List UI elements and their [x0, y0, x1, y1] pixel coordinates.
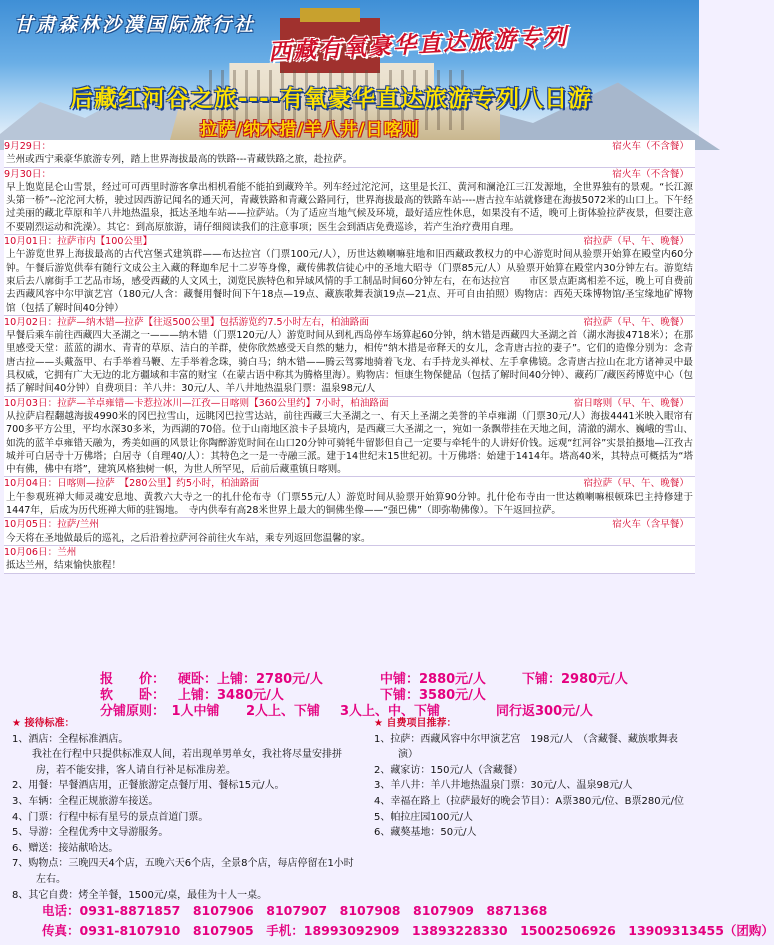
day-heading: 9月30日：: [4, 168, 52, 180]
list-item: 6、赠送：接站献哈达。: [12, 842, 119, 854]
itinerary: [4, 140, 695, 574]
tour-title: 后藏红河谷之旅----有氧豪华直达旅游专列八日游: [70, 86, 593, 112]
day-heading: 9月29日：: [4, 141, 52, 152]
list-item: 4、门票：行程中标有星号的景点首道门票。: [12, 811, 209, 823]
berth-rule-single: 分铺原则： 1人中铺: [100, 704, 220, 719]
soft-sleeper-upper-price: 上铺：3480元/人: [178, 688, 284, 703]
day-block: [4, 477, 695, 518]
day-description: 抵达兰州，结束愉快旅程！: [6, 560, 122, 572]
info-section: [12, 716, 692, 901]
day-heading: 10月01日：拉萨市内【100公里】: [4, 236, 153, 248]
hard-sleeper-middle-price: 中铺：2880元/人: [380, 672, 486, 687]
reception-standards: [12, 716, 357, 903]
day-block: [4, 518, 695, 546]
list-item: 7、购物点：三晚四天4个店，五晚六天6个店，全景8个店，每店停留在1小时左右。: [12, 858, 354, 885]
section-title: ★ 接待标准：: [12, 718, 75, 729]
berth-rule-two: 2人上、下铺: [246, 704, 321, 719]
palace-gold-roof: [300, 8, 360, 22]
return-discount: 同行返300元/人: [496, 704, 593, 719]
route-subtitle: 拉萨/纳木措/羊八井/日喀则: [200, 120, 420, 140]
section-title: ★ 自费项目推荐：: [374, 718, 457, 729]
optional-items: [374, 716, 692, 841]
soft-sleeper-lower-price: 下铺：3580元/人: [380, 688, 486, 703]
day-block: [4, 235, 695, 316]
list-item: 我社在行程中只提供标准双人间，若出现单男单女，我社将尽量安排拼房，若不能安排，客人请自行补足标准房差。: [12, 749, 342, 776]
day-accommodation: 宿火车（不含餐）: [612, 141, 689, 152]
list-item: 1、酒店：全程标准酒店。: [12, 733, 129, 745]
day-accommodation: 宿拉萨（早、午、晚餐）: [583, 478, 689, 490]
day-accommodation: 宿日喀则（早、午、晚餐）: [573, 397, 689, 409]
day-heading: 10月04日：日喀则—拉萨 【280公里】约5小时，柏油路面: [4, 478, 260, 490]
day-heading: 10月03日：拉萨—羊卓雍错—卡惹拉冰川—江孜—日喀则【360公里约】7小时，柏油路面: [4, 397, 389, 409]
day-description: 上午参观班禅大师灵魂安息地、黄教六大寺之一的扎什伦布寺（门票55元/人）游览时间从验票开始算90分钟。扎什伦布寺由一世达赖喇嘛根顿珠巴主持修建于1447年，后成为历代班禅大师的驻锡地。 寺内供奉有高28米世界上最大的铜佛坐像——“强巴佛”（即弥勒佛像）。下午返回拉萨。: [6, 491, 693, 517]
day-description: 早上饱览昆仑山雪景，经过可可西里时游客拿出相机看能不能拍到藏羚羊。列车经过沱沱河，这里是长江、黄河和澜沧江三江发源地，全世界独有的景观。“长江源头第一桥”--沱沱河大桥，驶过因西游记闻名的通天河，青藏铁路和青藏公路同行，世界海拔最高的铁路车站----唐古拉车站就修建在海拔5072米的山口上。下午经过美丽的藏北草原和羊八井地热温泉，抵达圣地车站——拉萨站。（为了适应当地气候及环境，最好适应性休息，如果没有不适，晚可上街体验拉萨夜景，但要注意不要剧烈运动和洗澡）。其它：到高原旅游，请仔细阅读我们的注意事项；医生会到酒店免费巡诊，若产生治疗费用自理。: [6, 181, 693, 233]
hard-sleeper-lower-price: 下铺：2980元/人: [522, 672, 628, 687]
brand-title: 西藏有氧豪华直达旅游专列: [267, 24, 569, 66]
list-item: 6、藏獒基地：50元/人: [374, 827, 477, 839]
list-item: 4、幸福在路上（拉萨最好的晚会节目）：A票380元/位、B票280元/位: [374, 795, 684, 807]
fax-and-mobile: 传真：0931-8107910 8107905 手机：18993092909 13893228330 15002506926 13909313455（团购）: [42, 923, 774, 938]
day-description: 早餐后乘车前往西藏四大圣湖之一———纳木错（门票120元/人）游览时间从到札西岛停车场算起60分钟，纳木错是西藏四大圣湖之首（湖水海拔4718米）；在那里感受天堂：蓝蓝的湖水、青青的草原、洁白的羊群，使你欣然感受天自然的魅力，相传“纳木措是帝释天的女儿，念青唐古拉的妻子”。它们的造像分别为：念青唐古拉——头戴盔甲、右手举着马鞭、左手举着念珠，骑白马；纳木错——腾云驾雾地骑着飞龙、右手持龙头禅杖、左手拿佛镜。念青唐古拉山在北方诸神灵中最具权威，它拥有广大无边的北方疆域和丰富的财宝（在蒙古语中称其为腾格里海）。购物店：恒康生物保健品（包括了解时间40分钟）、藏药厂/藏医药博览中心（包括了解时间40分钟）自费项目：羊八井：30元/人、羊八井地热温泉门票：温泉98元/人: [6, 330, 693, 395]
soft-sleeper-label: 软 卧：: [100, 688, 166, 703]
day-description: 今天将在圣地做最后的巡礼，之后沿着拉萨河谷前往火车站，乘专列返回您温馨的家。: [6, 532, 371, 544]
phone-numbers: 电话：0931-8871857 8107906 8107907 8107908 8107909 8871368: [42, 903, 548, 918]
day-block: [4, 168, 695, 235]
contact-info: [0, 897, 774, 945]
day-accommodation: 宿拉萨（早、午、晚餐）: [583, 236, 689, 248]
day-description: 兰州或西宁乘豪华旅游专列，踏上世界海拔最高的铁路---青藏铁路之旅，赴拉萨。: [6, 154, 353, 166]
day-heading: 10月05日：拉萨/兰州: [4, 519, 99, 531]
list-item: 5、帕拉庄园100元/人: [374, 811, 473, 823]
day-block: [4, 546, 695, 574]
hard-sleeper-upper-price: 硬卧：上铺：2780元/人: [178, 672, 323, 687]
header-banner: [0, 0, 699, 140]
price-label: 报 价：: [100, 672, 166, 687]
agency-name: 甘肃森林沙漠国际旅行社: [14, 14, 257, 36]
day-block: [4, 316, 695, 397]
day-accommodation: 宿拉萨（早、午、晚餐）: [583, 316, 689, 328]
day-block: [4, 140, 695, 168]
list-item: 1、拉萨：西藏风容中尔甲演艺宫 198元/人 （含藏餐、藏族歌舞表演）: [374, 733, 678, 761]
day-accommodation: 宿火车（含早餐）: [612, 519, 689, 531]
day-heading: 10月02日：拉萨—纳木错—拉萨【往返500公里】包括游览约7.5小时左右，柏油路面: [4, 316, 369, 328]
list-item: 3、车辆：全程正规旅游车接送。: [12, 795, 159, 807]
berth-rule-three: 3人上、中、下铺: [340, 704, 441, 719]
day-description: 从拉萨启程翻越海拔4990米的冈巴拉雪山，远眺冈巴拉雪达站，前往西藏三大圣湖之一、有天上圣湖之美誉的羊卓雍湖（门票30元/人）海拔4441米映入眼帘有700多平方公里，平均水深30多米，为西湖的70倍。位于山南地区浪卡子县境内，是西藏三大圣湖之一，宛如一条飘带挂在天地之间，清澈的湖水、巍峨的雪山、如洗的蓝羊卓雍错天融为，秀美如画的风景让你陶醉游览时间在山口20分钟可骑牦牛留影但自己一定要与牵牦牛的人讲好价钱。远观“红河谷”实景拍摄地—江孜古城并可白居寺十万佛塔；白居寺（自理40/人）：其特色之一是一寺融三派。建于14世纪末15世纪初。十万佛塔：始建于1414年。塔高40米，其特点可概括为“塔中有佛，佛中有塔”，建筑风格独树一帜，为世人所罕见，后前后藏重镇日喀则。: [6, 410, 693, 476]
list-item: 2、藏家访：150元/人（含藏餐）: [374, 764, 523, 776]
list-item: 5、导游：全程优秀中文导游服务。: [12, 827, 169, 839]
list-item: 3、羊八井：羊八井地热温泉门票：30元/人、温泉98元/人: [374, 780, 633, 792]
list-item: 8、其它自费：烤全羊餐，1500元/桌，最佳为十人一桌。: [12, 889, 268, 901]
price-table: [0, 666, 699, 719]
list-item: 2、用餐：早餐酒店用，正餐旅游定点餐厅用、餐标15元/人。: [12, 780, 285, 792]
day-heading: 10月06日：兰州: [4, 546, 77, 558]
day-block: [4, 397, 695, 478]
day-accommodation: 宿火车（不含餐）: [612, 168, 689, 180]
day-description: 上午游览世界上海拔最高的古代宫堡式建筑群——布达拉宫（门票100元/人），历世达赖喇嘛驻地和旧西藏政教权力的中心游览时间从验票开始算在殿堂内60分钟。午餐后游览供奉有随行文成公主入藏的释迦牟尼十二岁等身像，藏传佛教信徒心中的圣地大昭寺（门票85元/人）从验票开始算在殿堂内30分钟左右。游览结束后去八廓街手工艺品市场，感受西藏的人文风土，浏览民族特色和异域风情的手工制品时间60分钟左右，在布达拉宫 市区景点距离相差不远，晚上可自费前去西藏风容中尔甲演艺宫（180元/人含：藏餐用餐时间下午18点—19点、藏族歌舞表演19点—21点、开可自由拍照）购物店：西苑天珠博物馆/圣宝缘地矿博物馆（包括了解时间40分钟）: [6, 249, 693, 314]
